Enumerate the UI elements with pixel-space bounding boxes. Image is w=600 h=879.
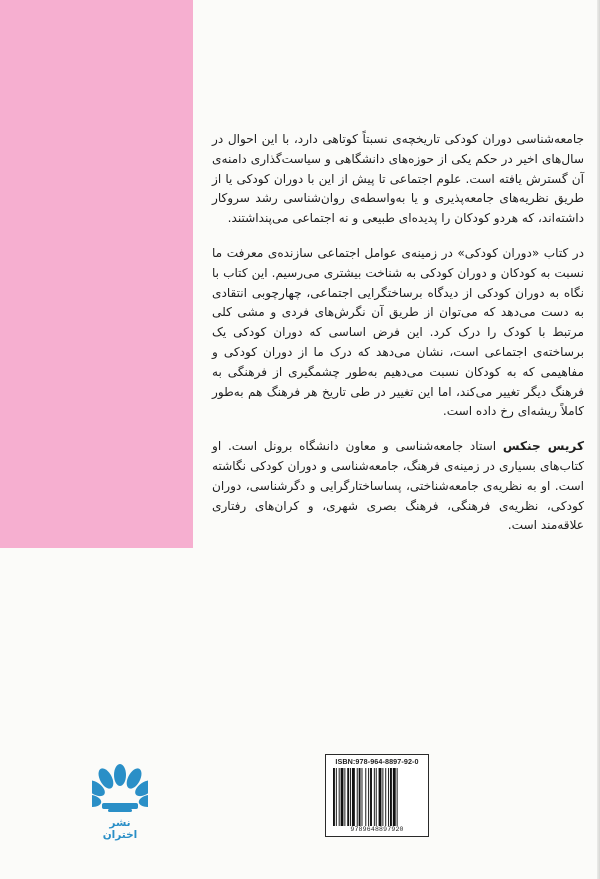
- author-bio: [212, 437, 584, 536]
- publisher-name: نشر اختران: [102, 817, 138, 841]
- author-bio-text: استاد جامعه‌شناسی و معاون دانشگاه برونل است. او کتاب‌های بسیاری در زمینه‌ی فرهنگ، جامعه‌شناسی و دوران کودکی نگاشته است. او به نظریه‌ی جامعه‌شناختی، پسا‌ساختارگرایی و دگرشناسی، دوران کودکی، نظریه‌ی فرهنگی، فرهنگ بصری شهری، و کران‌های رفتاری علاقه‌مند است.: [212, 439, 584, 533]
- blurb-paragraph-2: در کتاب «دوران کودکی» در زمینه‌ی عوامل اجتماعی سازنده‌ی معرفت ما نسبت به کودکان و دوران کودکی به شناخت بیشتری می‌رسیم. این کتاب با نگاه به دوران کودکی از دیدگاه برساختگرایی اجتماعی، چهارچوبی انتقادی به دست می‌دهد که می‌توان از طریق آن نگرش‌های فردی و مشی کلی مرتبط با کودک را درک کرد. این فرض اساسی که دوران کودکی یک برساخته‌ی اجتماعی است، نشان می‌دهد که درک ما از دوران کودکی و مفاهیمی که به کودکان نسبت می‌دهیم به‌طور چشمگیری از فرهنگی به فرهنگ دیگر تغییر می‌کند، اما این تغییر در طی تاریخ هر فرهنگ هم به‌طور کاملاً ریشه‌ای رخ داده است.: [212, 245, 584, 419]
- barcode-digits: 9789648897920: [350, 826, 404, 833]
- blurb-paragraph-1: جامعه‌شناسی دوران کودکی تاریخچه‌ی نسبتاً کوتاهی دارد، با این احوال در سال‌های اخیر در حکم یکی از حوزه‌های دانشگاهی و سیاست‌گذاری دامنه‌ی آن گسترش یافته است. علوم اجتماعی تا پیش از این با دوران کودکی یا از طریق نظریه‌های جامعه‌پذیری و یا به‌واسطه‌ی روان‌شناسی رشد سروکار داشته‌اند، که هردو کودکان را پدیده‌ای طبیعی و نه اجتماعی می‌پنداشتند.: [212, 132, 584, 226]
- back-cover-text: [212, 130, 584, 536]
- publisher-logo: [92, 763, 148, 841]
- shell-logo-icon: [92, 763, 148, 815]
- isbn-number: ISBN:978-964-8897-92-0: [335, 757, 419, 766]
- isbn-barcode-box: [325, 754, 429, 837]
- barcode-icon: [332, 768, 422, 826]
- author-name: کریس جنکس: [502, 439, 584, 454]
- cover-color-panel: [0, 0, 193, 548]
